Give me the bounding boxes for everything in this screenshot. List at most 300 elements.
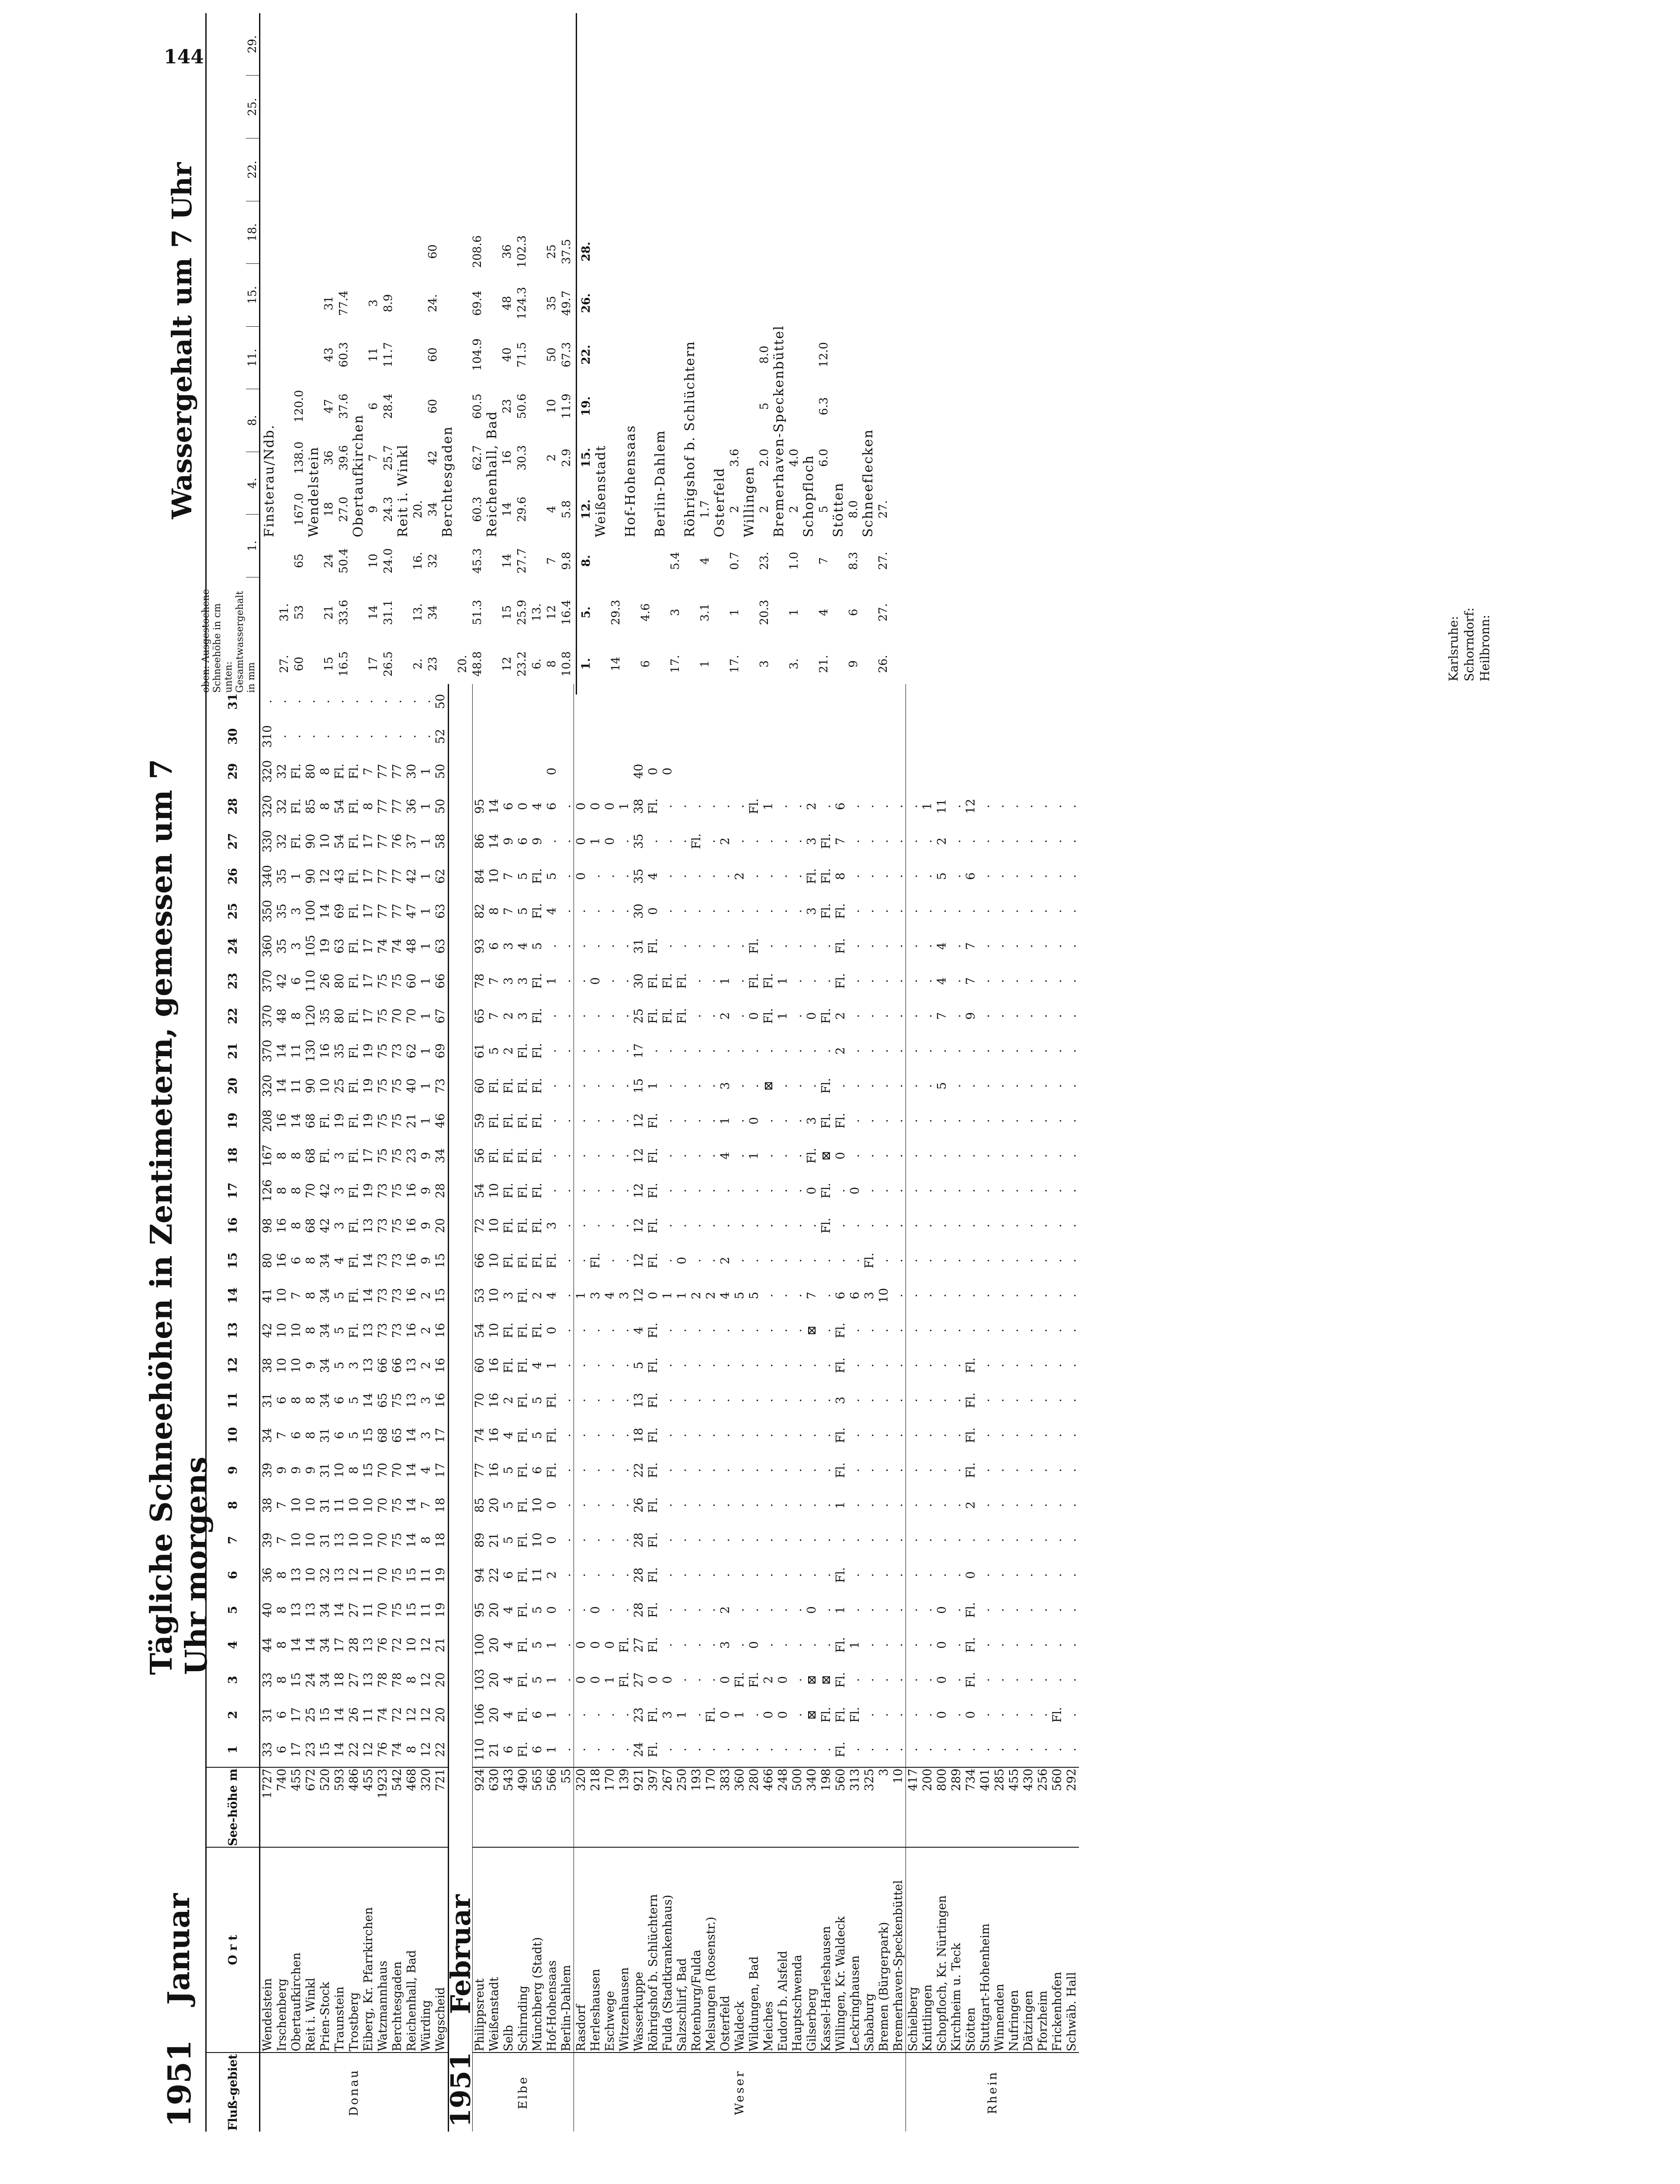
water-day-header: 8. (580, 555, 593, 567)
snow-depth-cell: . (993, 1573, 1006, 1577)
table-row (1021, 684, 1036, 2132)
table-row (376, 684, 390, 2132)
snow-depth-cell: . (1036, 1608, 1050, 1612)
station-name: Gilserberg (805, 1847, 819, 2053)
water-day-header: 15. (246, 264, 259, 327)
snow-depth-cell: . (574, 929, 589, 964)
station-altitude: 560 (833, 1767, 848, 1847)
snow-depth-cell: Fl. (347, 1147, 361, 1164)
snow-depth-cell: 0 (545, 1606, 559, 1614)
snow-depth-cell: 35 (318, 1008, 332, 1024)
snow-depth-cell: . (733, 1049, 747, 1053)
snow-depth-cell: . (675, 839, 689, 843)
snow-depth-cell: . (675, 1049, 689, 1053)
snow-depth-cell: . (1065, 839, 1079, 843)
snow-depth-cell: . (690, 874, 703, 878)
snow-depth-cell: 4 (545, 907, 559, 915)
snow-depth-cell: . (964, 1223, 978, 1228)
snow-depth-cell: . (704, 839, 718, 843)
snow-depth-cell: . (848, 1119, 862, 1123)
snow-depth-cell: 5 (502, 1536, 515, 1544)
snow-depth-cell: Fl. (646, 1742, 660, 1758)
snow-depth-cell: 0 (646, 767, 660, 775)
snow-depth-cell: 5 (531, 1431, 544, 1439)
station-altitude: 3 (877, 1767, 891, 1847)
snow-depth-cell: 0 (935, 1641, 949, 1649)
snow-depth-cell: . (704, 909, 718, 913)
snow-depth-cell: Fl. (661, 1008, 674, 1024)
snow-depth-cell: 120 (304, 1005, 318, 1027)
snow-depth-cell: . (950, 1189, 963, 1193)
table-row (891, 684, 906, 2132)
snow-depth-cell: . (733, 1363, 747, 1368)
snow-depth-cell: Fl. (618, 1637, 631, 1653)
snow-depth-cell: 63 (434, 903, 447, 919)
snow-depth-cell: 50 (434, 694, 447, 709)
snow-depth-cell: . (661, 1363, 674, 1368)
snow-depth-cell: Fl. (516, 1322, 530, 1338)
snow-depth-cell: 28 (347, 1637, 361, 1653)
snow-depth-cell: . (589, 1014, 602, 1018)
snow-depth-cell: 0 (589, 1606, 602, 1614)
snow-depth-cell: . (661, 804, 674, 809)
snow-depth-cell: 0 (545, 1536, 559, 1544)
water-value: 11 (367, 347, 380, 362)
station-altitude: 401 (978, 1767, 992, 1847)
snow-depth-cell: . (646, 839, 660, 843)
snow-depth-cell: . (333, 734, 346, 739)
snow-depth-cell: . (921, 1189, 934, 1193)
snow-depth-cell: . (603, 1538, 617, 1542)
snow-depth-cell: . (819, 1503, 833, 1507)
river-label: Weser (574, 2053, 906, 2132)
snow-depth-cell: . (848, 804, 862, 809)
snow-depth-cell: . (776, 1468, 790, 1472)
snow-depth-cell: . (805, 1643, 819, 1647)
snow-depth-cell: 67 (434, 1008, 447, 1024)
snow-depth-cell: 27 (632, 1672, 646, 1688)
snow-depth-cell: . (819, 804, 833, 809)
snow-depth-cell: . (1007, 1258, 1021, 1263)
snow-depth-cell: 1 (419, 802, 433, 810)
table-row (1065, 684, 1079, 2132)
snow-depth-cell: . (733, 944, 747, 948)
water-value: 12 (501, 657, 514, 671)
snow-depth-cell: 6 (516, 837, 530, 845)
snow-depth-cell: 22 (347, 1742, 361, 1757)
snow-depth-cell: . (1036, 1154, 1050, 1158)
snow-depth-cell: . (589, 1154, 602, 1158)
snow-depth-cell: Fl. (964, 1392, 978, 1408)
water-value: 12 (545, 605, 558, 620)
snow-depth-cell: 8 (405, 1745, 418, 1753)
snow-depth-cell: . (848, 1468, 862, 1472)
snow-depth-cell: . (589, 1223, 602, 1228)
snow-depth-cell: . (892, 1503, 905, 1507)
snow-depth-cell: Fl. (516, 1602, 530, 1618)
snow-depth-cell: . (275, 699, 289, 704)
snow-depth-cell: Fl. (531, 903, 544, 919)
snow-depth-cell: 75 (391, 1567, 404, 1583)
snow-depth-cell: . (791, 1328, 804, 1333)
snow-depth-cell: . (776, 1643, 790, 1647)
station-altitude: 218 (588, 1767, 603, 1847)
table-row (603, 684, 617, 2132)
snow-depth-cell: . (704, 944, 718, 948)
station-name: Kassel-Harleshausen (819, 1847, 833, 2053)
snow-depth-cell: 10 (304, 1532, 318, 1548)
snow-depth-cell: 2 (805, 802, 819, 810)
water-value: 17. (728, 655, 741, 673)
snow-depth-cell: 74 (376, 938, 390, 954)
snow-depth-cell: 70 (376, 1497, 390, 1513)
snow-depth-cell: . (1036, 1678, 1050, 1682)
snow-depth-cell: 1 (921, 802, 934, 810)
snow-depth-cell: Fl. (675, 973, 689, 989)
snow-depth-cell: . (993, 1084, 1006, 1088)
snow-depth-cell: . (950, 1154, 963, 1158)
snow-depth-cell: . (921, 1573, 934, 1577)
snow-depth-cell: . (675, 1678, 689, 1682)
snow-depth-cell: 90 (304, 868, 318, 884)
snow-depth-cell: . (950, 1014, 963, 1018)
snow-depth-cell: . (776, 874, 790, 878)
snow-depth-cell: . (661, 1538, 674, 1542)
water-day-header: 8. (246, 389, 259, 452)
snow-depth-cell: 14 (318, 903, 332, 919)
snow-depth-cell: 36 (405, 798, 418, 814)
snow-depth-cell: . (618, 1189, 631, 1193)
snow-depth-cell: 5 (347, 1396, 361, 1404)
snow-depth-cell: . (921, 979, 934, 983)
snow-depth-cell: . (848, 979, 862, 983)
snow-depth-cell: . (661, 944, 674, 948)
snow-depth-cell: 0 (834, 1152, 847, 1160)
snow-depth-cell: . (805, 1258, 819, 1263)
snow-depth-cell: 12 (419, 1672, 433, 1688)
water-value: 4 (817, 608, 830, 616)
snow-depth-cell: . (574, 1243, 589, 1278)
snow-depth-cell: Fl. (819, 868, 833, 884)
snow-depth-cell: 16 (275, 1113, 289, 1129)
snow-depth-cell: 13 (405, 1358, 418, 1373)
station-name: Wasserkuppe (632, 1847, 646, 2053)
snow-depth-cell: 1 (776, 977, 790, 985)
snow-depth-cell: . (776, 1748, 790, 1752)
snow-depth-cell: . (1051, 1433, 1064, 1438)
snow-depth-cell: . (318, 734, 332, 739)
snow-depth-cell: 5 (487, 1047, 501, 1055)
snow-depth-cell: 12 (362, 1742, 375, 1757)
station-altitude: 198 (819, 1767, 833, 1847)
snow-depth-cell: . (618, 1119, 631, 1123)
snow-depth-cell: . (819, 1258, 833, 1263)
snow-depth-cell: Fl. (333, 763, 346, 779)
snow-depth-cell: 320 (261, 795, 274, 818)
snow-depth-cell: . (347, 699, 361, 704)
snow-depth-cell: 340 (261, 865, 274, 888)
snow-depth-cell: . (978, 979, 992, 983)
snow-depth-cell: 75 (391, 1218, 404, 1234)
snow-depth-cell: Fl. (675, 1008, 689, 1024)
table-row (304, 684, 318, 2132)
snow-depth-cell: 10 (487, 868, 501, 884)
snow-depth-cell: . (1007, 1748, 1021, 1752)
snow-depth-cell: 10 (487, 1183, 501, 1199)
col-day: 1 (206, 1732, 260, 1767)
snow-depth-cell: 8 (362, 802, 375, 810)
water-day-header: 11. (246, 327, 259, 390)
snow-depth-cell: . (1051, 1503, 1064, 1507)
snow-depth-cell: Fl. (502, 1113, 515, 1129)
station-altitude: 455 (361, 1767, 376, 1847)
snow-depth-cell: 8 (304, 1431, 318, 1439)
snow-depth-cell: . (747, 1258, 761, 1263)
snow-depth-cell: . (950, 1258, 963, 1263)
snow-depth-cell: 70 (376, 1567, 390, 1583)
water-value: 25.7 (382, 445, 395, 470)
snow-depth-cell: 0 (675, 1257, 689, 1265)
snow-depth-cell: . (1007, 1189, 1021, 1193)
snow-depth-cell: . (1036, 804, 1050, 809)
snow-depth-cell: 34 (318, 1602, 332, 1618)
snow-depth-cell: 76 (391, 833, 404, 849)
snow-depth-cell (501, 719, 516, 754)
snow-depth-cell: 8 (318, 767, 332, 775)
snow-depth-cell: . (776, 1049, 790, 1053)
snow-depth-cell: . (618, 1468, 631, 1472)
snow-depth-cell: 11 (290, 1043, 303, 1059)
snow-depth-cell: . (906, 789, 921, 824)
snow-depth-cell: 5 (333, 1362, 346, 1369)
snow-depth-cell: 0 (589, 802, 602, 810)
snow-depth-cell: 13 (362, 1672, 375, 1688)
snow-depth-cell: 1 (290, 872, 303, 880)
snow-depth-cell: 2 (502, 1047, 515, 1055)
snow-depth-cell: . (618, 874, 631, 878)
snow-depth-cell: 75 (391, 1532, 404, 1548)
snow-depth-cell: 0 (964, 1571, 978, 1579)
snow-depth-cell: . (560, 1573, 573, 1577)
snow-depth-cell: . (1007, 1608, 1021, 1612)
snow-depth-cell: 9 (531, 837, 544, 845)
snow-depth-cell: . (733, 1503, 747, 1507)
snow-depth-cell: 13 (405, 1393, 418, 1408)
snow-depth-cell: . (921, 1223, 934, 1228)
snow-depth-cell: 12 (318, 868, 332, 884)
snow-depth-cell: . (618, 1433, 631, 1438)
snow-depth-cell: . (791, 1223, 804, 1228)
snow-depth-cell: 24 (632, 1742, 646, 1757)
snow-depth-cell: 6 (531, 1466, 544, 1474)
snow-depth-cell: . (704, 1189, 718, 1193)
table-row (289, 684, 304, 2132)
table-row (501, 684, 516, 2132)
snow-depth-cell: 44 (261, 1637, 274, 1653)
snow-depth-cell: 75 (391, 1148, 404, 1164)
station-name: Frickenhofen (1050, 1847, 1065, 2053)
snow-depth-cell: 62 (405, 1043, 418, 1059)
water-value: 62.7 (471, 445, 484, 470)
snow-depth-cell: 14 (487, 798, 501, 814)
water-value: 5 (758, 402, 771, 410)
station-name: Bremerhaven-Speckenbüttel (891, 1847, 906, 2053)
water-value: 15 (501, 605, 514, 620)
snow-depth-cell: . (906, 1488, 921, 1523)
snow-depth-cell (964, 754, 978, 789)
col-day: 23 (206, 964, 260, 999)
snow-depth-cell: 35 (275, 868, 289, 884)
snow-depth-cell: . (603, 1573, 617, 1577)
snow-depth-cell: . (1022, 804, 1035, 809)
water-value: 102.3 (515, 235, 529, 268)
water-value: 65 (293, 553, 306, 568)
snow-depth-cell: 35 (275, 903, 289, 919)
snow-depth-cell: . (791, 1503, 804, 1507)
water-day-header: 25. (246, 76, 259, 139)
snow-depth-cell: . (1022, 979, 1035, 983)
snow-depth-cell: 1 (545, 1745, 559, 1753)
snow-depth-cell: . (819, 1398, 833, 1403)
city-label: Heilbronn: (1478, 615, 1492, 681)
snow-depth-cell: . (819, 1049, 833, 1053)
snow-depth-cell: . (1007, 1293, 1021, 1298)
snow-depth-cell: . (993, 1643, 1006, 1647)
snow-depth-cell: . (993, 1014, 1006, 1018)
snow-depth-cell: . (603, 1328, 617, 1333)
snow-depth-cell: . (877, 1713, 891, 1717)
water-value: 71.5 (515, 342, 529, 367)
snow-depth-cell: 48 (405, 938, 418, 954)
snow-depth-cell: . (935, 1293, 949, 1298)
snow-depth-cell: . (560, 1049, 573, 1053)
snow-depth-cell: . (1051, 1189, 1064, 1193)
water-value: 3. (788, 658, 801, 670)
water-value: 9 (367, 505, 380, 513)
snow-depth-cell: 1 (589, 837, 602, 845)
snow-depth-cell: . (791, 979, 804, 983)
snow-depth-cell: Fl. (531, 1252, 544, 1268)
table-row (1050, 684, 1065, 2132)
station-altitude: 734 (964, 1767, 978, 1847)
snow-depth-cell: . (603, 1398, 617, 1403)
snow-depth-cell: . (704, 1538, 718, 1542)
snow-depth-cell: 17 (290, 1742, 303, 1757)
water-value: 60 (426, 244, 439, 259)
snow-depth-cell (530, 754, 545, 789)
snow-depth-cell: . (791, 804, 804, 809)
water-content-legend: oben: Ausgestochene Schneehöhe in cm unten: Gesamtwassergehalt in mm (200, 589, 257, 693)
snow-depth-cell: . (978, 1538, 992, 1542)
snow-depth-cell: . (661, 1154, 674, 1158)
snow-depth-cell: . (675, 1084, 689, 1088)
water-value: 17. (669, 655, 682, 673)
snow-depth-cell: Fl. (502, 1357, 515, 1373)
snow-depth-cell: . (993, 1189, 1006, 1193)
snow-depth-cell: 1 (419, 942, 433, 950)
water-day-header: 5. (580, 606, 593, 619)
snow-depth-cell: . (1022, 1293, 1035, 1298)
snow-depth-cell: . (1065, 1084, 1079, 1088)
snow-depth-cell: . (964, 1328, 978, 1333)
snow-depth-cell: . (560, 1608, 573, 1612)
snow-depth-cell: . (1065, 874, 1079, 878)
station-altitude: 455 (289, 1767, 304, 1847)
snow-depth-cell (487, 754, 501, 789)
water-value: 14 (501, 553, 514, 568)
snow-depth-cell: 0 (646, 1292, 660, 1299)
snow-depth-cell: . (603, 1189, 617, 1193)
snow-depth-cell: . (1007, 1014, 1021, 1018)
snow-depth-cell: Fl. (646, 1427, 660, 1443)
water-station-name: Hof-Hohensaas (623, 425, 638, 537)
snow-depth-cell: Fl. (290, 833, 303, 849)
station-altitude: 250 (675, 1767, 689, 1847)
snow-depth-cell: 19 (362, 1078, 375, 1094)
snow-depth-cell: . (733, 909, 747, 913)
col-day: 30 (206, 719, 260, 754)
col-day: 19 (206, 1103, 260, 1138)
snow-depth-cell: 5 (733, 1292, 747, 1299)
snow-depth-cell (992, 754, 1007, 789)
snow-depth-cell: Fl. (531, 973, 544, 989)
snow-depth-cell: Fl. (516, 1742, 530, 1758)
snow-depth-cell (559, 754, 574, 789)
table-row (733, 684, 747, 2132)
snow-depth-cell (574, 719, 589, 754)
water-value: 10 (545, 399, 558, 414)
snow-depth-cell (862, 719, 877, 754)
snow-depth-cell: 75 (391, 1113, 404, 1129)
snow-depth-cell (516, 719, 530, 754)
snow-depth-cell: 13 (362, 1637, 375, 1653)
snow-depth-cell: Fl. (646, 1497, 660, 1513)
snow-depth-cell: . (603, 909, 617, 913)
snow-depth-cell: . (993, 1049, 1006, 1053)
snow-depth-cell: Fl. (646, 1217, 660, 1234)
snow-depth-cell: . (675, 909, 689, 913)
station-name: Würding (419, 1847, 433, 2053)
snow-depth-cell: 73 (376, 1218, 390, 1234)
snow-depth-cell: 41 (261, 1288, 274, 1303)
snow-depth-cell: . (906, 1732, 921, 1767)
snow-depth-cell: . (978, 1119, 992, 1123)
snow-depth-cell: . (906, 1523, 921, 1558)
station-name: Stuttgart-Hohenheim (978, 1847, 992, 2053)
snow-depth-cell: 8 (275, 1571, 289, 1579)
station-altitude: 455 (1007, 1767, 1021, 1847)
table-row (1007, 684, 1021, 2132)
snow-depth-cell: 13 (362, 1358, 375, 1373)
water-value: 60 (293, 657, 306, 671)
snow-depth-cell: . (704, 804, 718, 809)
snow-depth-cell: . (574, 999, 589, 1033)
water-value: 3 (669, 608, 682, 616)
snow-depth-cell (689, 719, 704, 754)
snow-depth-cell: 1 (545, 1711, 559, 1719)
snow-depth-cell: 14 (333, 1602, 346, 1618)
snow-depth-cell: . (1051, 1293, 1064, 1298)
snow-depth-cell: . (776, 1538, 790, 1542)
snow-depth-cell: 7 (487, 1012, 501, 1020)
snow-depth-cell: . (863, 909, 876, 913)
snow-depth-cell: 35 (632, 833, 646, 849)
snow-depth-cell: . (950, 1468, 963, 1472)
snow-depth-cell: . (661, 1258, 674, 1263)
snow-depth-cell: 1 (675, 1711, 689, 1719)
snow-depth-cell: 31 (261, 1393, 274, 1408)
table-row (920, 684, 935, 2132)
